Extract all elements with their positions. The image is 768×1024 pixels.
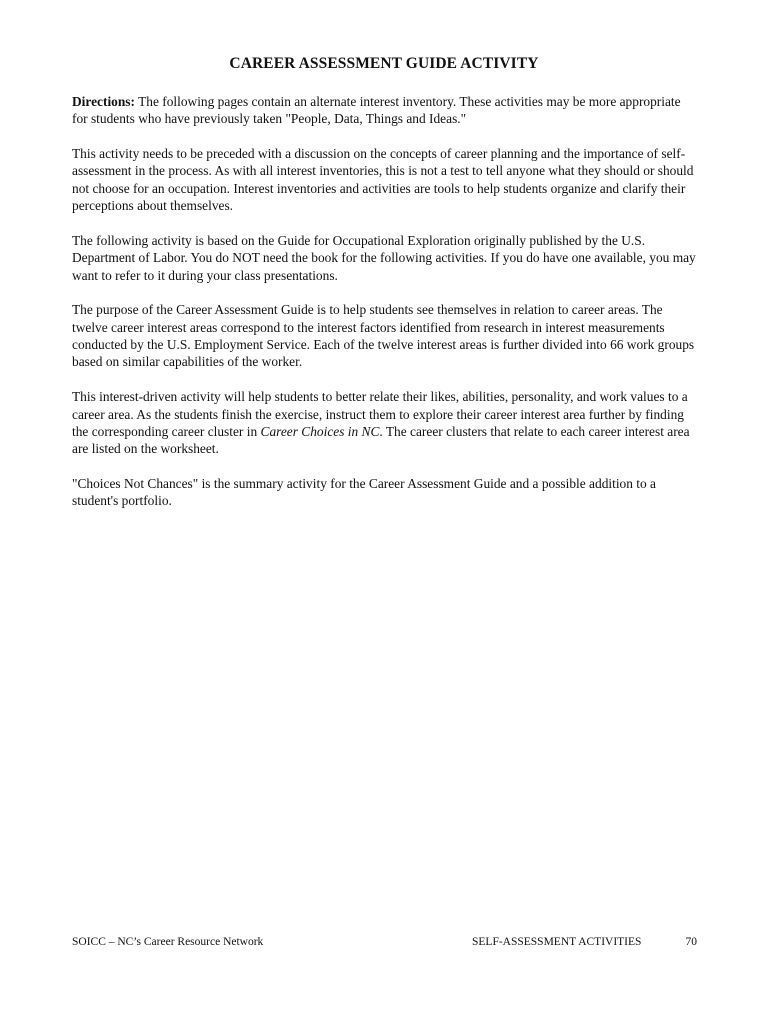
page-title: CAREER ASSESSMENT GUIDE ACTIVITY xyxy=(229,55,539,72)
page-number: 70 xyxy=(685,936,697,948)
paragraph-purpose: The purpose of the Career Assessment Guide is to help students see themselves in relation to career areas. The twelve career interest areas correspond to the interest factors identified from research in interest measurements conducted by the U.S. Employment Service. Each of the twelve interest areas is further divided into 66 work groups based on similar capabilities of the worker. xyxy=(72,302,695,370)
career-choices-title: Career Choices in NC xyxy=(260,423,380,439)
paragraph-interest-driven xyxy=(72,388,698,457)
paragraph-summary-activity: "Choices Not Chances" is the summary activity for the Career Assessment Guide and a possible addition to a student's portfolio. xyxy=(72,476,657,509)
directions-text: The following pages contain an alternate interest inventory. These activities may be more appropriate for students who have previously taken "People, Data, Things and Ideas." xyxy=(72,94,681,127)
footer-organization: SOICC – NC’s Career Resource Network xyxy=(72,936,264,948)
paragraph-self-assessment: This activity needs to be preceded with a discussion on the concepts of career planning and the importance of self-assessment in the process. As with all interest inventories, this is not a test to tell anyone what they should or should not choose for an occupation. Interest inventories and activities are tools to help students organize and clarify their perceptions about themselves. xyxy=(72,146,694,214)
paragraph-interest-driven-start: This interest-driven activity will help students to better relate their likes, abilities, personality, and work values to a career area. As the students finish the exercise, instruct them to explore their career interest area further by finding the corresponding career cluster in xyxy=(72,389,688,439)
paragraph-guide-origin: The following activity is based on the Guide for Occupational Exploration originally published by the U.S. Department of Labor. You do NOT need the book for the following activities. If you do have one available, you may want to refer to it during your class presentations. xyxy=(72,232,696,283)
directions-paragraph xyxy=(72,93,698,128)
document-body xyxy=(72,93,698,527)
paragraph-interest-driven-end: . The career clusters that relate to each career interest area are listed on the worksheet. xyxy=(72,423,690,457)
directions-label: Directions: xyxy=(72,94,135,109)
footer-section-title: SELF-ASSESSMENT ACTIVITIES xyxy=(472,936,642,948)
